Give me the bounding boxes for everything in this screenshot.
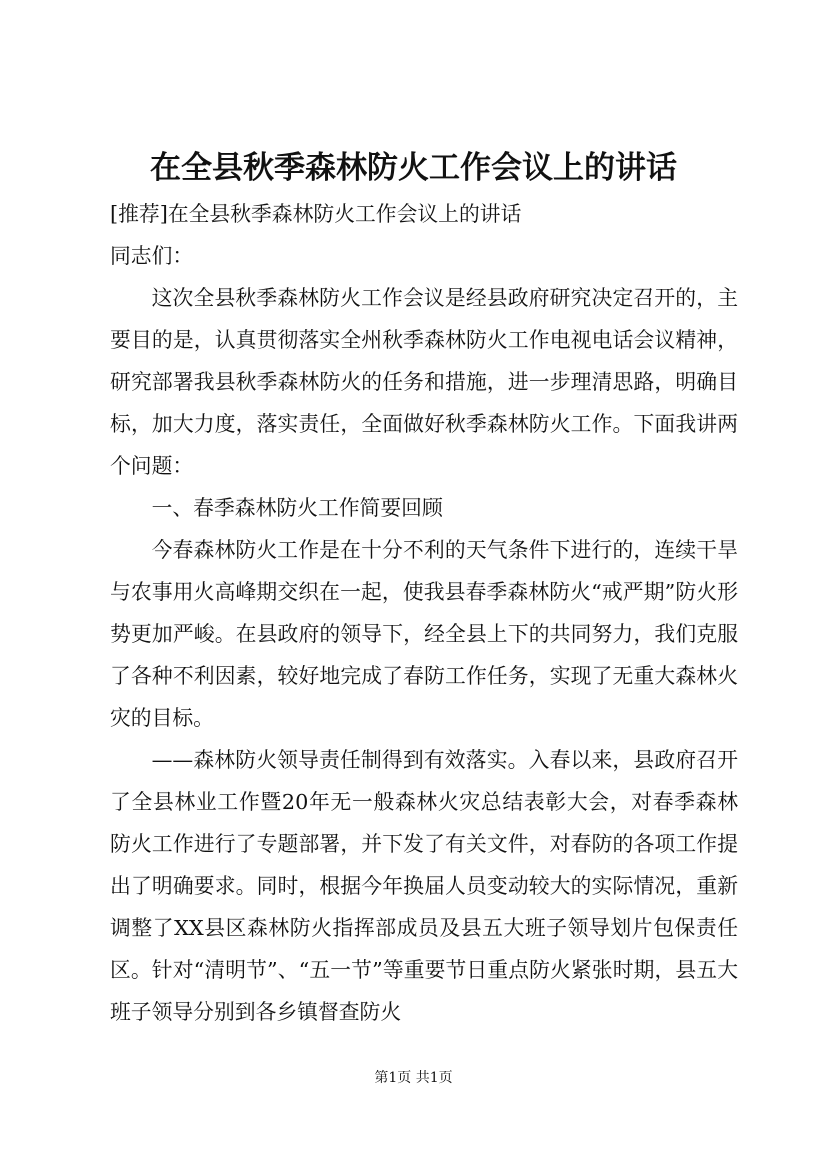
paragraph-spring-review: 今春森林防火工作是在十分不利的天气条件下进行的，连续干旱与农事用火高峰期交织在一起，使我县春季森林防火“戒严期”防火形势更加严峻。在县政府的领导下，经全县上下的共同努力，我们克服了各种不利因素，较好地完成了春防工作任务，实现了无重大森林火灾的目标。	[110, 538, 738, 730]
section-heading-1: 一、春季森林防火工作简要回顾	[151, 496, 443, 520]
document-title: 在全县秋季森林防火工作会议上的讲话	[150, 150, 677, 186]
page-footer: 第1页 共1页	[374, 1070, 453, 1086]
document-body	[110, 193, 738, 1033]
paragraph-responsibility: ——森林防火领导责任制得到有效落实。入春以来，县政府召开了全县林业工作暨20年无一般森林火灾总结表彰大会，对春季森林防火工作进行了专题部署，并下发了有关文件，对春防的各项工作提出了明确要求。同时，根据今年换届人员变动较大的实际情况，重新调整了XX县区森林防火指挥部成员及县五大班子领导划片包保责任区。针对“清明节”、“五一节”等重要节日重点防火紧张时期，县五大班子领导分别到各乡镇督查防火	[110, 748, 738, 1024]
salutation: 同志们：	[110, 244, 194, 268]
recommend-line: [推荐]在全县秋季森林防火工作会议上的讲话	[110, 202, 522, 226]
paragraph-intro: 这次全县秋季森林防火工作会议是经县政府研究决定召开的，主要目的是，认真贯彻落实全州秋季森林防火工作电视电话会议精神，研究部署我县秋季森林防火的任务和措施，进一步理清思路，明确目标，加大力度，落实责任，全面做好秋季森林防火工作。下面我讲两个问题：	[110, 286, 738, 478]
